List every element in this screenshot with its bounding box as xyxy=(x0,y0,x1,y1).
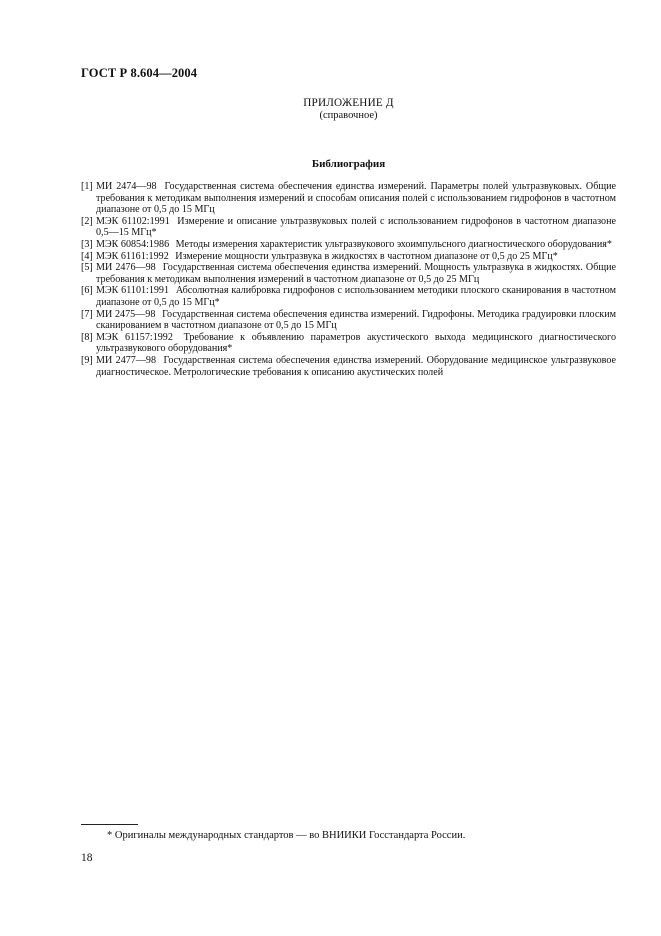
bibliography-item-code: МИ 2476—98 xyxy=(96,262,156,274)
bibliography-item-text: Требование к объявлению параметров акустического выхода медицинского диагностического ультразвукового оборудования* xyxy=(96,331,616,355)
bibliography-item-code: МЭК 61102:1991 xyxy=(96,215,170,227)
bibliography-item-code: МИ 2475—98 xyxy=(96,308,156,320)
bibliography-item-text: Абсолютная калибровка гидрофонов с использованием методики плоского сканирования в частотном диапазоне от 0,5 до 15 МГц* xyxy=(96,285,616,308)
bibliography-item-number: [6] xyxy=(81,285,93,297)
appendix-block xyxy=(0,97,661,122)
bibliography-item-number: [5] xyxy=(81,262,93,274)
bibliography-item-number: [1] xyxy=(81,181,93,192)
bibliography-heading: Библиография xyxy=(311,158,386,170)
bibliography-item-code: МИ 2477—98 xyxy=(96,354,157,366)
bibliography-item-number: [7] xyxy=(81,308,93,320)
bibliography-item-number: [4] xyxy=(81,250,93,262)
bibliography-item-number: [8] xyxy=(81,331,93,343)
bibliography-item-4 xyxy=(81,251,616,263)
bibliography-item-number: [9] xyxy=(81,354,93,366)
bibliography-item-7 xyxy=(81,309,616,332)
bibliography-item-code: МЭК 61161:1992 xyxy=(96,250,169,262)
bibliography-item-6 xyxy=(81,285,616,308)
bibliography-item-9 xyxy=(81,355,616,378)
appendix-subtitle: (справочное) xyxy=(319,110,378,121)
bibliography-item-code: МЭК 61157:1992 xyxy=(96,331,173,343)
bibliography-item-text: Государственная система обеспечения единства измерений. Гидрофоны. Методика градуировки плоским сканированием в частотном диапазоне от 0,5 до 15 МГц xyxy=(96,308,616,332)
bibliography-item-text: Измерение мощности ультразвука в жидкостях в частотном диапазоне от 0,5 до 25 МГц* xyxy=(175,250,558,262)
document-header: ГОСТ Р 8.604—2004 xyxy=(81,66,198,80)
bibliography-item-code: МЭК 61101:1991 xyxy=(96,285,170,297)
bibliography-item-number: [2] xyxy=(81,215,93,227)
bibliography-item-text: Измерение и описание ультразвуковых полей с использованием гидрофонов в частотном диапазоне 0,5—15 МГц* xyxy=(96,215,616,239)
page-number: 18 xyxy=(81,852,93,864)
bibliography-item-1 xyxy=(81,181,616,216)
appendix-title: ПРИЛОЖЕНИЕ Д xyxy=(303,97,394,109)
bibliography-item-number: [3] xyxy=(81,238,93,250)
footnote-separator xyxy=(81,824,138,825)
bibliography-item-text: Государственная система обеспечения единства измерений. Оборудование медицинское ультразвуковое диагностическое. Метрологические требования к описанию акустических полей xyxy=(96,354,616,378)
bibliography-item-text: Методы измерения характеристик ультразвукового эхоимпульсного диагностического оборудования* xyxy=(175,238,612,250)
bibliography-item-text: Государственная система обеспечения единства измерений. Параметры полей ультразвуковых. Общие требования к методикам выполнения измерений и способам описания полей с использованием гидрофонов в частотном диапазоне от 0,5 до 15 МГц xyxy=(96,181,616,216)
bibliography-item-8 xyxy=(81,332,616,355)
bibliography-item-5 xyxy=(81,262,616,285)
bibliography-item-text: Государственная система обеспечения единства измерений. Мощность ультразвука в жидкостях. Общие требования к методикам выполнения измерений в частотном диапазоне от 0,5 до 25 МГц xyxy=(96,262,616,285)
bibliography-item-code: МИ 2474—98 xyxy=(96,181,157,192)
bibliography-list xyxy=(81,181,616,378)
footnote: * Оригиналы международных стандартов — во ВНИИКИ Госстандарта России. xyxy=(107,830,466,841)
bibliography-item-code: МЭК 60854:1986 xyxy=(96,238,170,250)
bibliography-item-2 xyxy=(81,216,616,239)
bibliography-item-3 xyxy=(81,239,616,251)
